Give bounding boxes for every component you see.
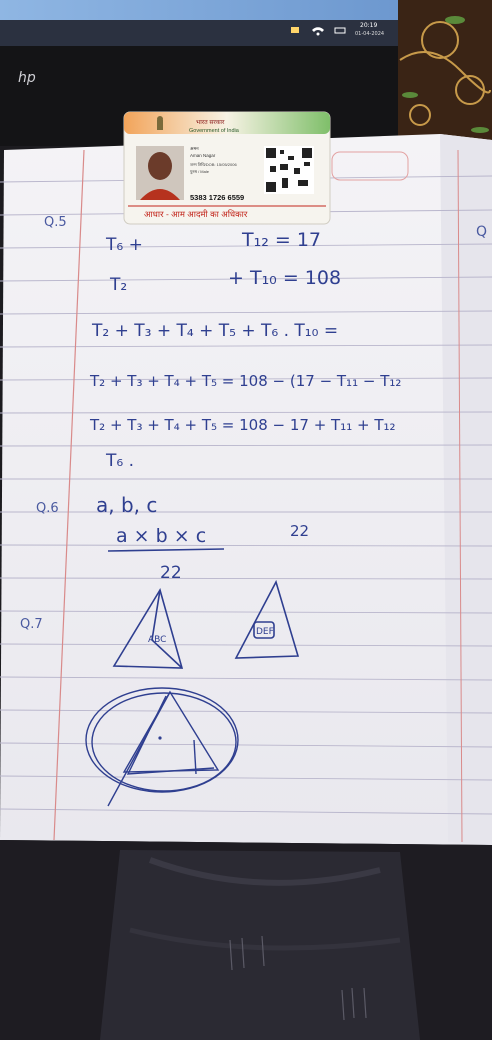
card-number: 5383 1726 6559 [190, 193, 245, 202]
aadhaar-card [124, 112, 330, 224]
emblem-icon [157, 116, 163, 130]
qr-code [264, 146, 314, 194]
q5-line2-right: + T₁₀ = 108 [228, 267, 342, 289]
card-dob: जन्म तिथि/DOB: 15/05/2006 [190, 162, 237, 167]
laptop-brand-logo: hp [18, 70, 36, 86]
card-subheader: Government of India [189, 128, 239, 134]
card-name-english: Aman Nagar [190, 153, 216, 158]
card-name-hindi: अमन [190, 146, 199, 151]
q7-label: Q.7 [20, 617, 43, 632]
notebook-right-page [440, 134, 492, 845]
circumcentre-dot [158, 736, 161, 739]
q5-line1-left: T₆ + [106, 235, 143, 255]
triangle-abc-label: ABC [148, 635, 167, 645]
q6-numerator: a × b × c [116, 525, 207, 547]
q5-line1-right: T₁₂ = 17 [242, 229, 322, 251]
q6-line1: a, b, c [96, 493, 158, 517]
q5-line3: T₂ + T₃ + T₄ + T₅ + T₆ . T₁₀ = [92, 321, 339, 341]
card-slogan: आधार - आम आदमी का अधिकार [144, 209, 248, 219]
triangle-def-label: DEF [256, 627, 274, 637]
folder-icon [291, 27, 299, 33]
taskbar-date: 01-04-2024 [355, 31, 385, 37]
q6-label: Q.6 [36, 501, 59, 516]
q5-line5: T₂ + T₃ + T₄ + T₅ = 108 − 17 + T₁₁ + T₁₂ [90, 416, 396, 434]
q6-side: 22 [290, 522, 310, 540]
q5-line6: T₆ . [106, 451, 135, 471]
q5-line4: T₂ + T₃ + T₄ + T₅ = 108 − (17 − T₁₁ − T₁₂ [90, 372, 402, 390]
q6-denominator: 22 [160, 563, 182, 583]
q5-line2-left: T₂ [110, 275, 128, 295]
card-header: भारत सरकार [196, 120, 225, 126]
card-gender: पुरुष / Male [190, 169, 209, 174]
q5-label: Q.5 [44, 215, 67, 230]
taskbar-time: 20:19 [360, 22, 378, 29]
right-page-q: Q [476, 224, 488, 240]
